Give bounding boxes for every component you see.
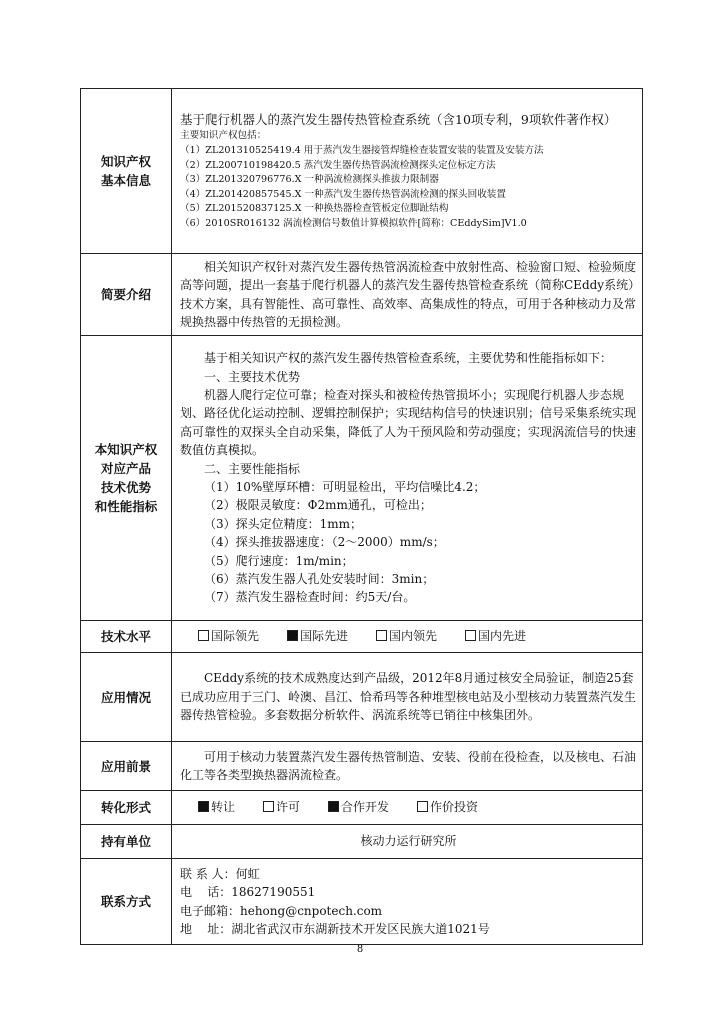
ip-info-content (172, 89, 643, 254)
checkbox-icon (198, 801, 209, 812)
application-text: CEddy系统的技术成熟度达到产品级，2012年8月通过核安全局验证，制造25套已成功应用于三门、岭澳、昌江、恰希玛等各种堆型核电站及小型核动力装置蒸汽发生器传热管检验。多套数据分析软件、涡流系统等已销往中核集团外。 (180, 671, 637, 723)
contact-address: 地 址：湖北省武汉市东湖新技术开发区民族大道1021号 (180, 921, 490, 936)
intro-text: 相关知识产权针对蒸汽发生器传热管涡流检查中放射性高、检验窗口短、检验频度高等问题，提出一套基于爬行机器人的蒸汽发生器传热管检查系统（简称CEddy系统）技术方案，具有智能性、高可靠性、高效率、高集成性的特点，可用于各种核动力及常规换热器中传热管的无损检测。 (180, 259, 637, 329)
ip-item: （2）ZL200710198420.5 蒸汽发生器传热管涡流检测探头定位标定方法 (180, 159, 496, 171)
label-contact: 联系方式 (81, 859, 172, 945)
advantages-content (172, 336, 643, 621)
advantages-heading-1: 一、主要技术优势 (204, 369, 301, 384)
ip-item: （1）ZL201310525419.4 用于蒸汽发生器接管焊缝检查装置安装的装置及安装方法 (180, 145, 544, 157)
label-prospect: 应用前景 (81, 742, 172, 791)
checkbox-icon (287, 630, 298, 641)
checkbox-option[interactable]: 国际领先 (198, 627, 259, 645)
metric-item: （7）蒸汽发生器检查时间：约5天/台。 (204, 590, 416, 605)
label-intro: 简要介绍 (81, 254, 172, 336)
checkbox-option[interactable]: 国内先进 (465, 627, 526, 645)
checkbox-option[interactable]: 许可 (263, 798, 300, 816)
ip-sub-heading: 主要知识产权包括： (180, 130, 267, 142)
checkbox-icon (328, 801, 339, 812)
prospect-content (172, 742, 643, 791)
ip-item: （5）ZL201520837125.X 一种换热器检查管板定位脚趾结构 (180, 203, 449, 215)
checkbox-icon (465, 630, 476, 641)
metric-item: （1）10%壁厚环槽：可明显检出，平均信噪比4.2； (204, 480, 486, 494)
checkbox-icon (263, 801, 274, 812)
ip-item: （4）ZL201420857545.X 一种蒸汽发生器传热管涡流检测的探头回收装置 (180, 188, 506, 200)
contact-phone: 电 话：18627190551 (180, 885, 316, 900)
application-content (172, 653, 643, 742)
checkbox-icon (376, 630, 387, 641)
label-transfer: 转化形式 (81, 791, 172, 825)
checkbox-option[interactable]: 合作开发 (328, 798, 389, 816)
contact-content (172, 859, 643, 945)
checkbox-option[interactable]: 作价投资 (417, 798, 478, 816)
checkbox-option[interactable]: 国内领先 (376, 627, 437, 645)
checkbox-option[interactable]: 转让 (198, 798, 235, 816)
advantages-heading-2: 二、主要性能指标 (204, 461, 301, 476)
label-application: 应用情况 (81, 653, 172, 742)
metric-item: （4）探头推拔器速度：（2～2000）mm/s； (204, 535, 445, 550)
advantages-text: 机器人爬行定位可靠；检查对探头和被检传热管损坏小；实现爬行机器人步态规划、路径优化运动控制、逻辑控制保护；实现结构信号的快速识别；信号采集系统实现高可靠性的双探头全自动采集，降低了人为干预风险和劳动强度；实现涡流信号的快速数值仿真模拟。 (180, 387, 637, 458)
metric-item: （6）蒸汽发生器人孔处安装时间：3min； (204, 572, 435, 587)
tech-level-options (172, 621, 643, 653)
advantages-intro: 基于相关知识产权的蒸汽发生器传热管检查系统，主要优势和性能指标如下： (204, 351, 613, 366)
transfer-options (172, 791, 643, 825)
holder-value: 核动力运行研究所 (172, 825, 643, 859)
ip-item: （3）ZL201320796776.X 一种涡流检测探头推拔力限制器 (180, 174, 439, 186)
prospect-text: 可用于核动力装置蒸汽发生器传热管制造、安装、役前在役检查，以及核电、石油化工等各类型换热器涡流检查。 (180, 749, 637, 782)
ip-system-title: 基于爬行机器人的蒸汽发生器传热管检查系统（含10项专利，9项软件著作权） (180, 112, 617, 128)
metric-item: （2）极限灵敏度：Φ2mm通孔，可检出； (204, 498, 432, 513)
contact-email: 电子邮箱：hehong@cnpotech.com (180, 903, 383, 918)
checkbox-icon (417, 801, 428, 812)
checkbox-icon (198, 630, 209, 641)
label-ip-info: 知识产权 基本信息 (81, 89, 172, 254)
ip-info-table (80, 88, 643, 945)
checkbox-option[interactable]: 国际先进 (287, 627, 348, 645)
metric-item: （5）爬行速度：1m/min； (204, 553, 354, 568)
metric-item: （3）探头定位精度：1mm； (204, 516, 363, 531)
label-holder: 持有单位 (81, 825, 172, 859)
contact-person: 联 系 人：何虹 (180, 866, 260, 881)
ip-item: （6）2010SR016132 涡流检测信号数值计算模拟软件[简称：CEddySim]V1.0 (180, 217, 527, 229)
intro-content (172, 254, 643, 336)
label-tech-level: 技术水平 (81, 621, 172, 653)
label-advantages: 本知识产权 对应产品 技术优势 和性能指标 (81, 336, 172, 621)
page-number: 8 (356, 944, 364, 955)
